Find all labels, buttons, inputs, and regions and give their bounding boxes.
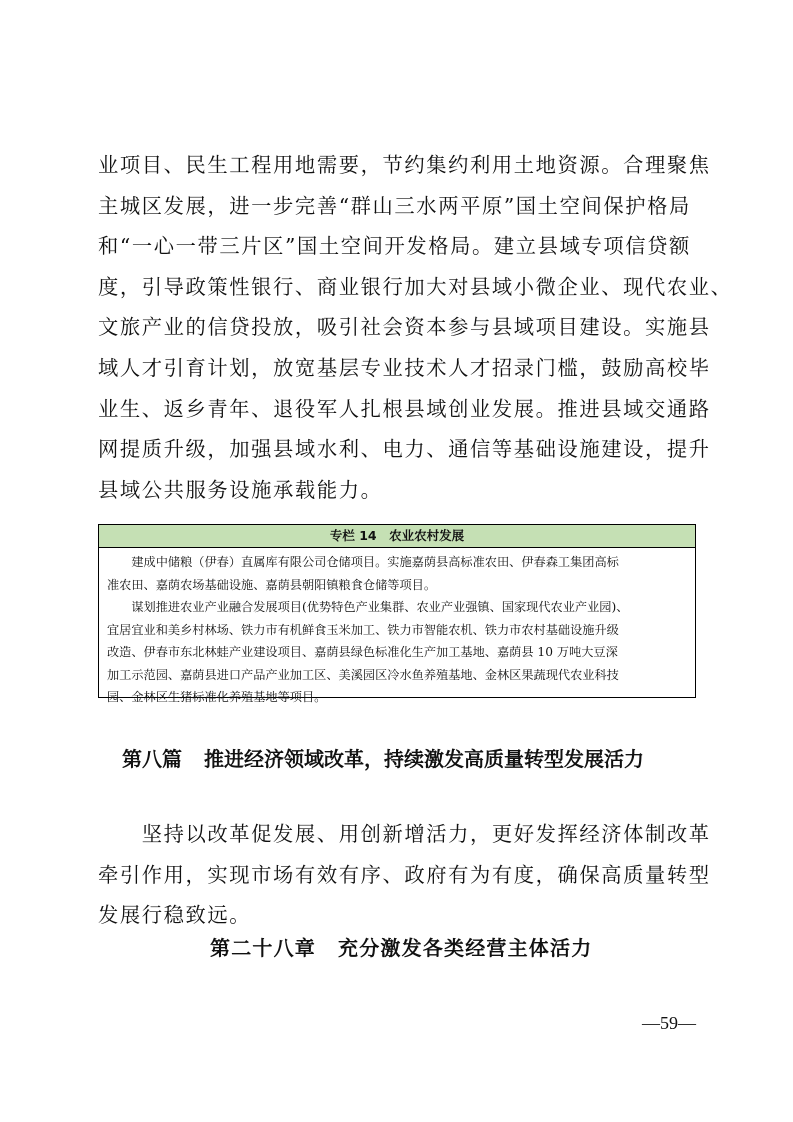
box-line: 建成中储粮（伊春）直属库有限公司仓储项目。实施嘉荫县高标准农田、伊春森工集团高标: [107, 555, 619, 569]
chapter-title: [210, 932, 592, 961]
chapter-label: 第二十八章: [210, 936, 316, 960]
text-line: 主城区发展，进一步完善“群山三水两平原”国土空间保护格局: [98, 193, 691, 218]
body-paragraph-2: [98, 814, 711, 936]
feature-box-body: [99, 548, 695, 709]
feature-box-title: 专栏 14 农业农村发展: [99, 525, 695, 548]
text-line: 业生、返乡青年、退役军人扎根县域创业发展。推进县域交通路: [98, 396, 711, 421]
part-title: [122, 743, 644, 772]
text-line: 坚持以改革促发展、用创新增活力，更好发挥经济体制改革: [98, 822, 711, 846]
page-number: —59—: [642, 1013, 696, 1033]
text-line: 业项目、民生工程用地需要，节约集约利用土地资源。合理聚焦: [98, 153, 711, 177]
text-line: 域人才引育计划，放宽基层专业技术人才招录门槛，鼓励高校毕: [98, 355, 711, 380]
part-text: 推进经济领域改革，持续激发高质量转型发展活力: [204, 747, 644, 771]
text-line: 网提质升级，加强县域水利、电力、通信等基础设施建设，提升: [98, 437, 711, 462]
box-line: 宜居宜业和美乡村林场、铁力市有机鲜食玉米加工、铁力市智能农机、铁力市农村基础设施升级: [107, 622, 619, 637]
text-line: 发展行稳致远。: [98, 903, 252, 928]
feature-box: [98, 524, 696, 704]
chapter-text: 充分激发各类经营主体活力: [338, 936, 593, 960]
box-line: 谋划推进农业产业融合发展项目(优势特色产业集群、农业产业强镇、国家现代农业产业园)、: [107, 600, 629, 614]
box-line: 准农田、嘉荫农场基础设施、嘉荫县朝阳镇粮食仓储等项目。: [107, 577, 437, 592]
box-line: 园、金林区生猪标准化养殖基地等项目。: [107, 690, 327, 704]
box-line: 改造、伊春市东北林蛙产业建设项目、嘉荫县绿色标准化生产加工基地、嘉荫县 10 万吨大豆深: [107, 645, 618, 659]
text-line: 度，引导政策性银行、商业银行加大对县域小微企业、现代农业、: [98, 274, 733, 299]
text-line: 牵引作用，实现市场有效有序、政府有为有度，确保高质量转型: [98, 862, 711, 887]
part-label: 第八篇: [122, 747, 182, 771]
text-line: 县域公共服务设施承载能力。: [98, 477, 383, 502]
box-line: 加工示范园、嘉荫县进口产品产业加工区、美溪园区冷水鱼养殖基地、金林区果蔬现代农业科技: [107, 667, 619, 682]
text-line: 和“一心一带三片区”国土空间开发格局。建立县域专项信贷额: [98, 234, 691, 259]
body-paragraph-1: [98, 145, 733, 510]
text-line: 文旅产业的信贷投放，吸引社会资本参与县域项目建设。实施县: [98, 315, 711, 340]
